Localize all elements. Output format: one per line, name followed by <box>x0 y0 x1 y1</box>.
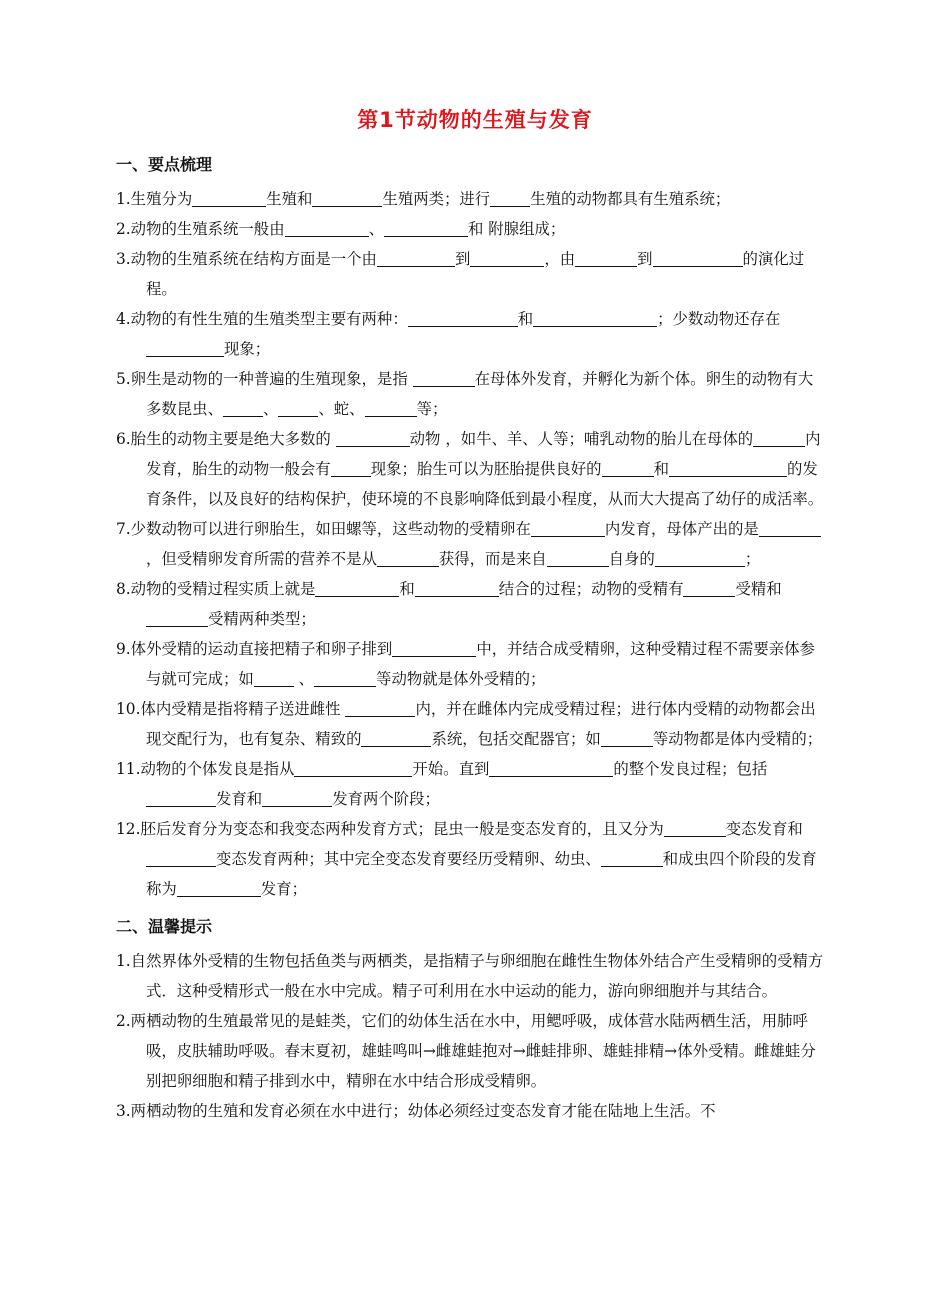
list-item: 1.生殖分为 生殖和 生殖两类；进行 生殖的动物都具有生殖系统； <box>116 190 731 208</box>
answer-blank[interactable] <box>415 578 499 597</box>
answer-blank[interactable] <box>490 188 530 207</box>
answer-blank[interactable] <box>331 458 371 477</box>
answer-blank[interactable] <box>377 248 455 267</box>
answer-blank[interactable] <box>294 758 412 777</box>
answer-blank[interactable] <box>254 668 294 687</box>
list-item: 12.胚后发育分为变态和我变态两种发育方式；昆虫一般是变态发育的，且又分为 变态发育和变态发育两种；其中完全变态发育要经历受精卵、幼虫、 和成虫四个阶段的发育称为 发育； <box>116 820 817 898</box>
answer-blank[interactable] <box>223 398 263 417</box>
answer-blank[interactable] <box>361 728 431 747</box>
answer-blank[interactable] <box>312 188 382 207</box>
answer-blank[interactable] <box>547 548 609 567</box>
list-item: 9.体外受精的运动直接把精子和卵子排到 中，并结合成受精卵，这种受精过程不需要亲体参与就可完成；如 、 等动物就是体外受精的； <box>116 640 815 688</box>
answer-blank[interactable] <box>602 458 654 477</box>
tip-item: 1.自然界体外受精的生物包括鱼类与两栖类，是指精子与卵细胞在雌性生物体外结合产生受精卵的受精方式．这种受精形式一般在水中完成。精子可利用在水中运动的能力，游向卵细胞并与其结合。 <box>116 952 824 1000</box>
answer-blank[interactable] <box>533 308 657 327</box>
answer-blank[interactable] <box>146 788 216 807</box>
list-item: 11.动物的个体发良是指从 开始。直到 的整个发良过程；包括发育和 发育两个阶段； <box>116 760 768 808</box>
section-heading-key-points: 一、要点梳理 <box>116 155 213 174</box>
answer-blank[interactable] <box>470 248 544 267</box>
page-title: 第1节动物的生殖与发育 <box>357 108 593 132</box>
answer-blank[interactable] <box>377 548 439 567</box>
answer-blank[interactable] <box>413 368 475 387</box>
list-item: 5.卵生是动物的一种普遍的生殖现象，是指 在母体外发育，并孵化为新个体。卵生的动物有大多数昆虫、 、 、蛇、 等； <box>116 370 814 418</box>
list-item: 10.体内受精是指将精子送进雌性 内，并在雌体内完成受精过程；进行体内受精的动物都会出现交配行为，也有复杂、精致的 系统，包括交配器官；如 等动物都是体内受精的； <box>116 700 823 748</box>
answer-blank[interactable] <box>759 518 821 537</box>
answer-blank[interactable] <box>601 728 653 747</box>
answer-blank[interactable] <box>683 578 735 597</box>
answer-blank[interactable] <box>146 338 224 357</box>
answer-blank[interactable] <box>392 638 476 657</box>
tip-item: 2.两栖动物的生殖最常见的是蛙类，它们的幼体生活在水中，用鳃呼吸，成体营水陆两栖生活，用肺呼吸，皮肤辅助呼吸。春末夏初，雄蛙鸣叫→雌雄蛙抱对→雌蛙排卵、雄蛙排精→体外受精。雌雄蛙分别把卵细胞和精子排到水中，精卵在水中结合形成受精卵。 <box>116 1012 816 1090</box>
answer-blank[interactable] <box>146 608 208 627</box>
answer-blank[interactable] <box>336 428 410 447</box>
answer-blank[interactable] <box>753 428 805 447</box>
list-item: 4.动物的有性生殖的生殖类型主要有两种： 和 ；少数动物还存在现象； <box>116 310 781 358</box>
section-heading-tips: 二、温馨提示 <box>116 917 213 936</box>
answer-blank[interactable] <box>669 458 787 477</box>
answer-blank[interactable] <box>146 848 216 867</box>
list-item: 2.动物的生殖系统一般由 、 和 附腺组成； <box>116 220 566 238</box>
list-item: 3.动物的生殖系统在结构方面是一个由 到 ，由 到 的演化过程。 <box>116 250 805 298</box>
answer-blank[interactable] <box>345 698 415 717</box>
answer-blank[interactable] <box>489 758 613 777</box>
answer-blank[interactable] <box>285 218 369 237</box>
answer-blank[interactable] <box>664 818 726 837</box>
answer-blank[interactable] <box>655 548 745 567</box>
list-item: 8.动物的受精过程实质上就是 和 结合的过程；动物的受精有 受精和受精两种类型； <box>116 580 782 628</box>
list-item: 6.胎生的动物主要是绝大多数的 动物 ，如牛、羊、人等；哺乳动物的胎儿在母体的 内发育，胎生的动物一般会有 现象；胎生可以为胚胎提供良好的 和 的发育条件，以及良好的结构保护，使环境的不良影响降低到最小程度，从而大大提高了幼仔的成活率。 <box>116 430 824 508</box>
document-body <box>116 152 828 1126</box>
tip-item: 3.两栖动物的生殖和发育必须在水中进行；幼体必须经过变态发育才能在陆地上生活。不 <box>116 1102 716 1120</box>
answer-blank[interactable] <box>192 188 266 207</box>
answer-blank[interactable] <box>531 518 605 537</box>
answer-blank[interactable] <box>408 308 518 327</box>
answer-blank[interactable] <box>262 788 332 807</box>
answer-blank[interactable] <box>278 398 318 417</box>
answer-blank[interactable] <box>384 218 468 237</box>
answer-blank[interactable] <box>575 248 637 267</box>
answer-blank[interactable] <box>601 848 663 867</box>
answer-blank[interactable] <box>653 248 743 267</box>
answer-blank[interactable] <box>314 668 376 687</box>
answer-blank[interactable] <box>177 878 261 897</box>
answer-blank[interactable] <box>365 398 417 417</box>
answer-blank[interactable] <box>315 578 399 597</box>
list-item: 7.少数动物可以进行卵胎生，如田螺等，这些动物的受精卵在 内发育，母体产出的是，但受精卵发育所需的营养不是从 获得，而是来自 自身的 ； <box>116 514 828 574</box>
